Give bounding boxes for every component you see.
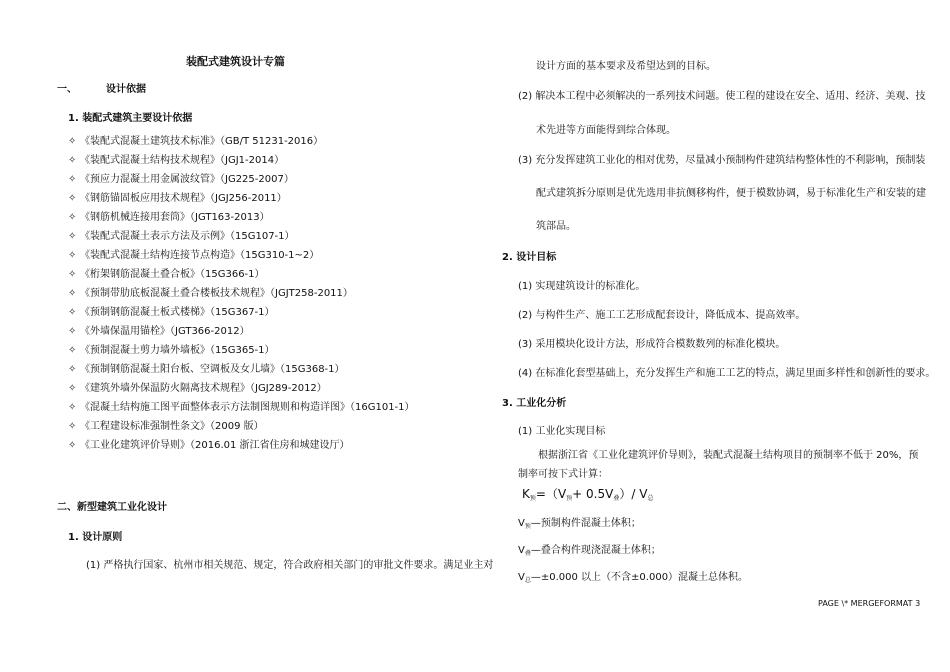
list-item: ✧ 《装配式混凝土结构技术规程》（JGJ1-2014）	[68, 155, 285, 166]
list-item: ✧ 《工程建设标准强制性条文》（2009 版）	[68, 421, 264, 432]
bullet-icon: ✧	[68, 364, 77, 375]
bullet-icon: ✧	[68, 440, 77, 451]
list-item: ✧ 《预制带肋底板混凝土叠合楼板技术规程》（JGJT258-2011）	[68, 288, 353, 299]
list-item: ✧ 《装配式混凝土表示方法及示例》（15G107-1）	[68, 231, 295, 242]
principle1-line1: (1) 严格执行国家、杭州市相关规范、规定，符合政府相关部门的审批文件要求。满足业主对	[86, 560, 494, 571]
bullet-icon: ✧	[68, 345, 77, 356]
bullet-icon: ✧	[68, 231, 77, 242]
definition-item: $V_预—$预制构件混凝土体积；	[518, 518, 641, 530]
goal-item: (3) 采用模块化设计方法，形成符合模数数列的标准化模块。	[518, 339, 786, 350]
goal-item: (2) 与构件生产、施工工艺形成配套设计，降低成本、提高效率。	[518, 310, 806, 321]
goal-item: (1) 实现建筑设计的标准化。	[518, 281, 646, 292]
bullet-icon: ✧	[68, 402, 77, 413]
list-item: ✧ 《预制混凝土剪力墙外墙板》（15G365-1）	[68, 345, 275, 356]
subsection1-heading: 1. 装配式建筑主要设计依据	[68, 113, 193, 124]
list-item: ✧ 《装配式混凝土结构连接节点构造》（15G310-1~2）	[68, 250, 320, 261]
principle1-line2: 设计方面的基本要求及希望达到的目标。	[536, 61, 716, 72]
list-item: ✧ 《钢筋机械连接用套筒》（JGT163-2013）	[68, 212, 270, 223]
list-item: ✧ 《外墙保温用锚栓》（JGT366-2012）	[68, 326, 250, 337]
list-item: ✧ 《装配式混凝土建筑技术标准》（GB/T 51231-2016）	[68, 136, 324, 147]
definition-item: $V_总—\pm 0.000$ 以上（不含±0.000）混凝土总体积。	[518, 572, 749, 584]
goal-item: (4) 在标准化套型基础上，充分发挥生产和施工工艺的特点，满足里面多样性和创新性的要求。	[518, 368, 936, 379]
bullet-icon: ✧	[68, 326, 77, 337]
list-item: ✧ 《工业化建筑评价导则》（2016.01 浙江省住房和城建设厅）	[68, 440, 350, 451]
section2-heading: 二、新型建筑工业化设计	[57, 502, 167, 513]
design-goals-heading: 2. 设计目标	[502, 252, 557, 263]
principle3-line1: (3) 充分发挥建筑工业化的相对优势，尽量减小预制构件建筑结构整体性的不利影响，预制装	[518, 155, 926, 166]
subsection-design-principles: 1. 设计原则	[68, 532, 123, 543]
principle3-line2: 配式建筑拆分原则是优先选用非抗侧移构件，便于模数协调，易于标准化生产和安装的建	[536, 188, 926, 199]
list-item: ✧ 《建筑外墙外保温防火隔离技术规程》（JGJ289-2012）	[68, 383, 327, 394]
analysis-subheading: (1) 工业化实现目标	[518, 426, 606, 437]
principle2-line1: (2) 解决本工程中必须解决的一系列技术问题。使工程的建设在安全、适用、经济、美观、技	[518, 91, 926, 102]
industrialization-analysis-heading: 3. 工业化分析	[502, 398, 567, 409]
bullet-icon: ✧	[68, 307, 77, 318]
bullet-icon: ✧	[68, 212, 77, 223]
principle3-line3: 筑部品。	[536, 221, 576, 232]
principle2-line2: 术先进等方面能得到综合体现。	[536, 125, 676, 136]
list-item: ✧ 《钢筋锚固板应用技术规程》（JGJ256-2011）	[68, 193, 287, 204]
bullet-icon: ✧	[68, 193, 77, 204]
bullet-icon: ✧	[68, 155, 77, 166]
list-item: ✧ 《预应力混凝土用金属波纹管》（JG225-2007）	[68, 174, 294, 185]
definition-item: $V_叠—$叠合构件现浇混凝土体积；	[518, 545, 661, 557]
list-item: ✧ 《混凝土结构施工图平面整体表示方法制图规则和构造详图》（16G101-1）	[68, 402, 415, 413]
page-footer: PAGE \* MERGEFORMAT 3	[818, 599, 921, 608]
bullet-icon: ✧	[68, 421, 77, 432]
list-item: ✧ 《预制钢筋混凝土阳台板、空调板及女儿墙》（15G368-1）	[68, 364, 345, 375]
bullet-icon: ✧	[68, 383, 77, 394]
bullet-icon: ✧	[68, 250, 77, 261]
section1-title: 设计依据	[105, 84, 146, 95]
prefabrication-rate-formula: $K_预=(V_预+ 0.5V_叠)/$ $V_总$	[522, 487, 654, 502]
bullet-icon: ✧	[68, 136, 77, 147]
section1-heading	[57, 80, 146, 95]
bullet-icon: ✧	[68, 288, 77, 299]
bullet-icon: ✧	[68, 174, 77, 185]
paragraph-line2: 制率可按下式计算：	[518, 469, 608, 480]
document-title: 装配式建筑设计专篇	[186, 55, 285, 68]
section1-number: 一、	[57, 84, 77, 95]
paragraph-line1: 根据浙江省《工业化建筑评价导则》，装配式混凝土结构项目的预制率不低于 20%，预	[538, 450, 919, 461]
list-item: ✧ 《桁架钢筋混凝土叠合板》（15G366-1）	[68, 269, 265, 280]
bullet-icon: ✧	[68, 269, 77, 280]
list-item: ✧ 《预制钢筋混凝土板式楼梯》（15G367-1）	[68, 307, 275, 318]
